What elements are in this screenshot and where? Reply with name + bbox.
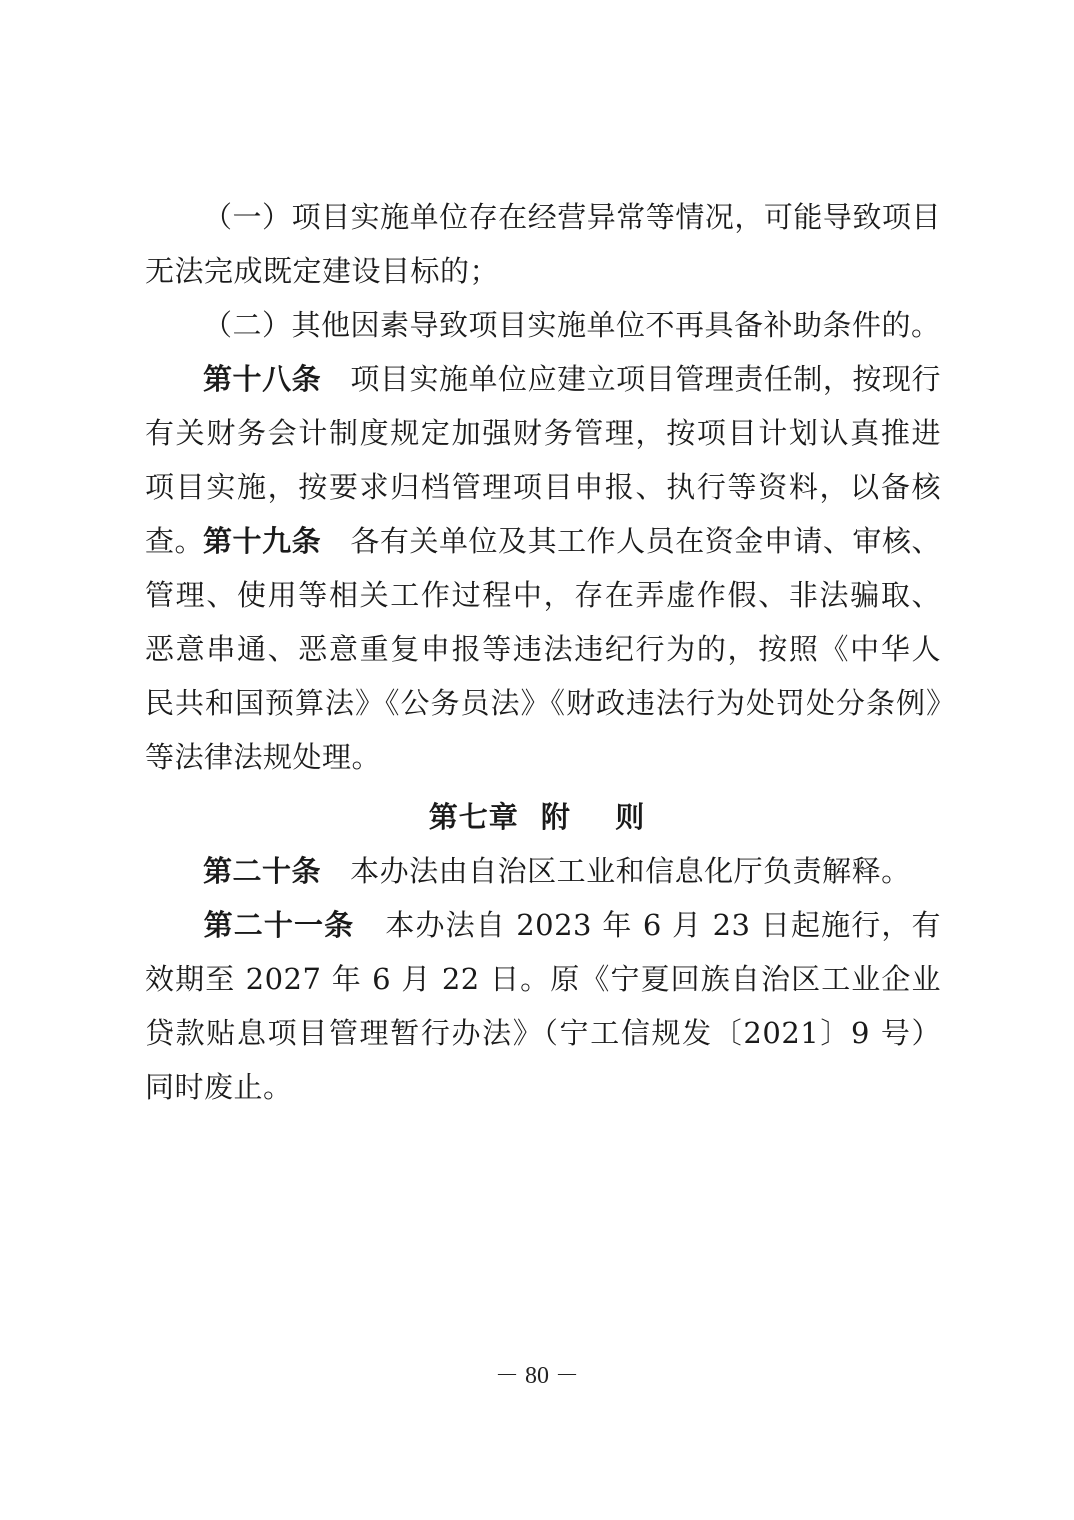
paragraph-text: （一）项目实施单位存在经营异常等情况，可能导致项目无法完成既定建设目标的； [145, 200, 941, 288]
article-20 [145, 844, 941, 898]
paragraph-item-2 [145, 298, 941, 352]
article-title: 第十九条 [203, 524, 322, 558]
article-text: 本办法自 2023 年 6 月 23 日起施行，有效期至 2027 年 6 月 22 日。原《宁夏回族自治区工业企业贷款贴息项目管理暂行办法》（宁工信规发〔2021〕9 号）同时废止。 [145, 908, 941, 1104]
article-text: 项目实施单位应建立项目管理责任制，按现行有关财务会计制度规定加强财务管理，按项目计划认真推进项目实施，按要求归档管理项目申报、执行等资料，以备核查。 [145, 362, 941, 558]
article-title: 第十八条 [203, 362, 322, 396]
article-text: 各有关单位及其工作人员在资金申请、审核、管理、使用等相关工作过程中，存在弄虚作假、非法骗取、恶意串通、恶意重复申报等违法违纪行为的，按照《中华人民共和国预算法》《公务员法》《财政违法行为处罚处分条例》等法律法规处理。 [145, 524, 941, 774]
article-text: 本办法由自治区工业和信息化厅负责解释。 [350, 854, 911, 888]
article-title: 第二十一条 [203, 908, 355, 942]
paragraph-item-1 [145, 190, 941, 298]
article-title: 第二十条 [203, 854, 322, 888]
article-21 [145, 898, 941, 1114]
article-19 [145, 514, 941, 784]
paragraph-text: （二）其他因素导致项目实施单位不再具备补助条件的。 [203, 308, 941, 342]
page-number: － 80 － [495, 1363, 579, 1389]
chapter-heading: 第七章 附 则 [428, 800, 646, 834]
